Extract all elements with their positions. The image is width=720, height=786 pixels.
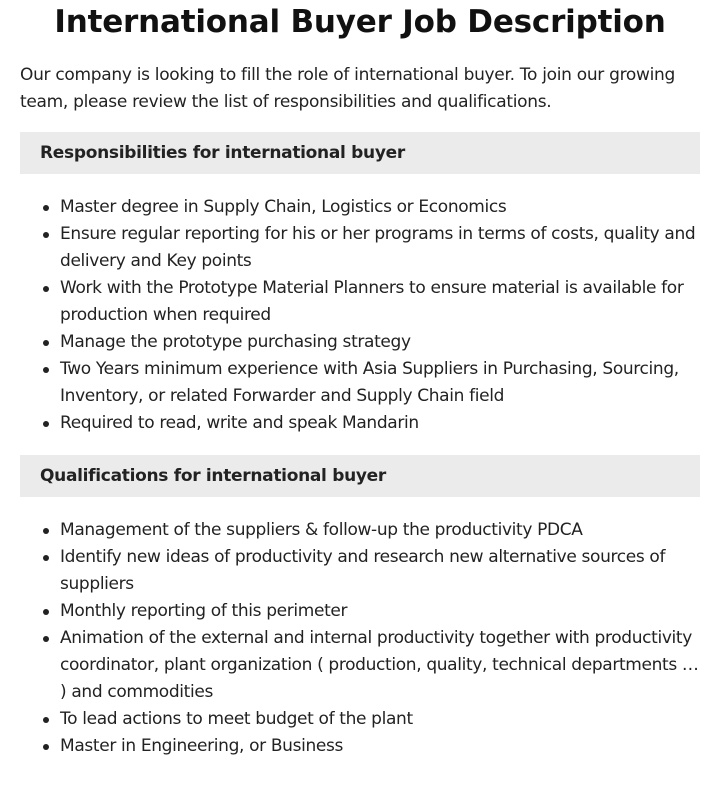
list-item: Two Years minimum experience with Asia Suppliers in Purchasing, Sourcing, Inventory, or related Forwarder and Supply Chain field [60,356,700,410]
list-item: Animation of the external and internal productivity together with productivity coordinator, plant organization ( production, quality, technical departments … ) and commodities [60,625,700,706]
list-item: Ensure regular reporting for his or her programs in terms of costs, quality and delivery and Key points [60,221,700,275]
list-item: Manage the prototype purchasing strategy [60,329,700,356]
list-item: Master degree in Supply Chain, Logistics or Economics [60,194,700,221]
list-item: Work with the Prototype Material Planners to ensure material is available for production when required [60,275,700,329]
responsibilities-list [20,194,700,437]
list-item: Master in Engineering, or Business [60,733,700,760]
list-item: To lead actions to meet budget of the plant [60,706,700,733]
qualifications-heading: Qualifications for international buyer [20,455,700,497]
list-item: Monthly reporting of this perimeter [60,598,700,625]
list-item: Management of the suppliers & follow-up the productivity PDCA [60,517,700,544]
intro-paragraph: Our company is looking to fill the role of international buyer. To join our growing team, please review the list of responsibilities and qualifications. [20,65,676,112]
list-item: Identify new ideas of productivity and research new alternative sources of suppliers [60,544,700,598]
page-title: International Buyer Job Description [54,4,666,40]
list-item: Required to read, write and speak Mandarin [60,410,700,437]
responsibilities-heading: Responsibilities for international buyer [20,132,700,174]
qualifications-list [20,517,700,760]
